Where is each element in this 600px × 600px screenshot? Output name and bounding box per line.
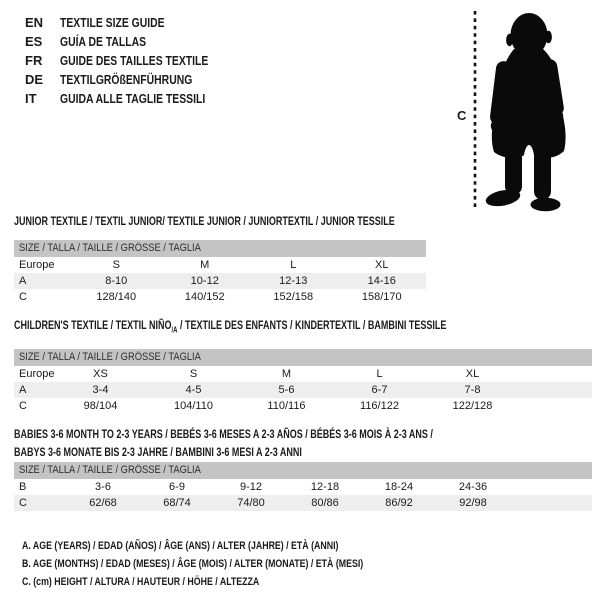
junior-section-title: JUNIOR TEXTILE / TEXTIL JUNIOR/ TEXTILE JUNIOR / JUNIORTEXTIL / JUNIOR TESSILE <box>14 214 395 228</box>
footnotes-block <box>22 537 449 591</box>
value-cell: 152/158 <box>273 291 314 303</box>
table-row <box>14 289 426 305</box>
value-cell: 4-5 <box>185 384 202 397</box>
value-cell: 104/110 <box>174 400 213 413</box>
value-cell: S <box>189 368 198 381</box>
table-row <box>14 495 592 511</box>
table-row <box>14 257 426 273</box>
spacer-cell <box>510 479 592 495</box>
children-size-table <box>14 366 592 414</box>
value-cell: 116/122 <box>360 400 399 413</box>
baby-silhouette <box>452 4 598 212</box>
value-cell: 9-12 <box>239 481 263 493</box>
lang-row-fr <box>25 51 245 70</box>
lang-code: ES <box>25 34 43 49</box>
junior-textile-section <box>14 214 426 305</box>
table-row <box>14 398 592 414</box>
children-section-title <box>14 318 592 337</box>
value-cell: 18-24 <box>384 481 414 493</box>
value-cell: 8-10 <box>105 275 128 287</box>
row-label-cell: A <box>19 384 27 397</box>
row-label-cell: C <box>19 497 27 509</box>
value-cell: 98/104 <box>83 400 118 413</box>
value-cell: 68/74 <box>163 497 191 509</box>
value-cell: 3-4 <box>92 384 109 397</box>
title-line: BABYS 3-6 MONATE BIS 2-3 JAHRE / BAMBINI 3-6 MESI A 2-3 ANNI <box>14 445 302 459</box>
lang-label: GUIDA ALLE TAGLIE TESSILI <box>60 91 206 106</box>
lang-code: FR <box>25 53 43 68</box>
value-cell: M <box>281 368 292 381</box>
value-cell: 110/116 <box>267 400 306 413</box>
value-cell: 86/92 <box>385 497 413 509</box>
lang-row-de <box>25 70 245 89</box>
title-text: / TEXTILE DES ENFANTS / KINDERTEXTIL / BAMBINI TESSILE <box>177 318 447 332</box>
value-cell: 7-8 <box>464 384 481 397</box>
babies-textile-section <box>14 425 592 511</box>
spacer-cell <box>510 495 592 511</box>
value-cell: XS <box>93 368 108 381</box>
value-cell: 14-16 <box>367 275 396 287</box>
title-subscript: /A <box>171 325 178 335</box>
babies-section-title <box>14 425 592 461</box>
height-measure-label: C <box>457 108 467 123</box>
value-cell: 128/140 <box>96 291 137 303</box>
toddler-silhouette-shape <box>484 13 565 211</box>
value-cell: 62/68 <box>89 497 117 509</box>
spacer-cell <box>519 398 592 414</box>
value-cell: 6-9 <box>169 481 185 493</box>
value-cell: 74/80 <box>237 497 265 509</box>
lang-row-es <box>25 32 245 51</box>
row-label-cell: B <box>19 481 27 493</box>
height-measure-figure <box>452 4 598 212</box>
row-label-cell: Europe <box>19 259 55 271</box>
value-cell: 158/170 <box>361 291 402 303</box>
footnote-b: B. AGE (MONTHS) / EDAD (MESES) / ÂGE (MOIS) / ALTER (MONATE) / ETÀ (MESI) <box>22 558 364 570</box>
value-cell: 5-6 <box>278 384 295 397</box>
language-title-block <box>25 13 245 108</box>
table-row <box>14 366 592 382</box>
row-label-cell: A <box>19 275 27 287</box>
spacer-cell <box>519 382 592 398</box>
size-header-bar: SIZE / TALLA / TAILLE / GRÖSSE / TAGLIA <box>14 349 592 366</box>
lang-code: DE <box>25 72 44 87</box>
value-cell: 3-6 <box>95 481 111 493</box>
value-cell: 12-13 <box>279 275 308 287</box>
footnote-c: C. (cm) HEIGHT / ALTURA / HAUTEUR / HÖHE / ALTEZZA <box>22 576 260 588</box>
lang-label: GUIDE DES TAILLES TEXTILE <box>60 53 209 68</box>
table-row <box>14 479 592 495</box>
babies-size-table <box>14 479 592 511</box>
children-textile-section <box>14 318 592 414</box>
title-text: CHILDREN'S TEXTILE / TEXTIL NIÑO <box>14 318 172 332</box>
lang-label: TEXTILGRÖßENFÜHRUNG <box>60 72 193 87</box>
row-label-cell: Europe <box>19 368 55 381</box>
row-label-cell: C <box>19 291 27 303</box>
value-cell: 122/128 <box>452 400 493 413</box>
value-cell: 6-7 <box>371 384 388 397</box>
value-cell: XL <box>375 259 389 271</box>
value-cell: L <box>376 368 383 381</box>
lang-row-it <box>25 89 245 108</box>
value-cell: L <box>290 259 297 271</box>
footnote-a: A. AGE (YEARS) / EDAD (AÑOS) / ÂGE (ANS) / ALTER (JAHRE) / ETÀ (ANNI) <box>22 540 339 552</box>
table-row <box>14 273 426 289</box>
lang-label: TEXTILE SIZE GUIDE <box>60 15 165 30</box>
size-header-bar: SIZE / TALLA / TAILLE / GRÖSSE / TAGLIA <box>14 462 592 479</box>
spacer-cell <box>519 366 592 382</box>
value-cell: 10-12 <box>190 275 219 287</box>
lang-code: EN <box>25 15 44 30</box>
value-cell: M <box>200 259 210 271</box>
value-cell: XL <box>465 368 480 381</box>
value-cell: 80/86 <box>311 497 339 509</box>
value-cell: 12-18 <box>310 481 340 493</box>
junior-size-table <box>14 257 426 305</box>
value-cell: S <box>112 259 120 271</box>
value-cell: 92/98 <box>459 497 487 509</box>
size-header-bar: SIZE / TALLA / TAILLE / GRÖSSE / TAGLIA <box>14 240 426 257</box>
lang-code: IT <box>25 91 37 106</box>
value-cell: 24-36 <box>458 481 488 493</box>
lang-label: GUÍA DE TALLAS <box>60 34 147 49</box>
table-row <box>14 382 592 398</box>
title-line: BABIES 3-6 MONTH TO 2-3 YEARS / BEBÉS 3-6 MESES A 2-3 AÑOS / BÉBÉS 3-6 MOIS À 2-3 ANS / <box>14 427 433 441</box>
value-cell: 140/152 <box>184 291 225 303</box>
row-label-cell: C <box>19 400 27 413</box>
lang-row-en <box>25 13 245 32</box>
